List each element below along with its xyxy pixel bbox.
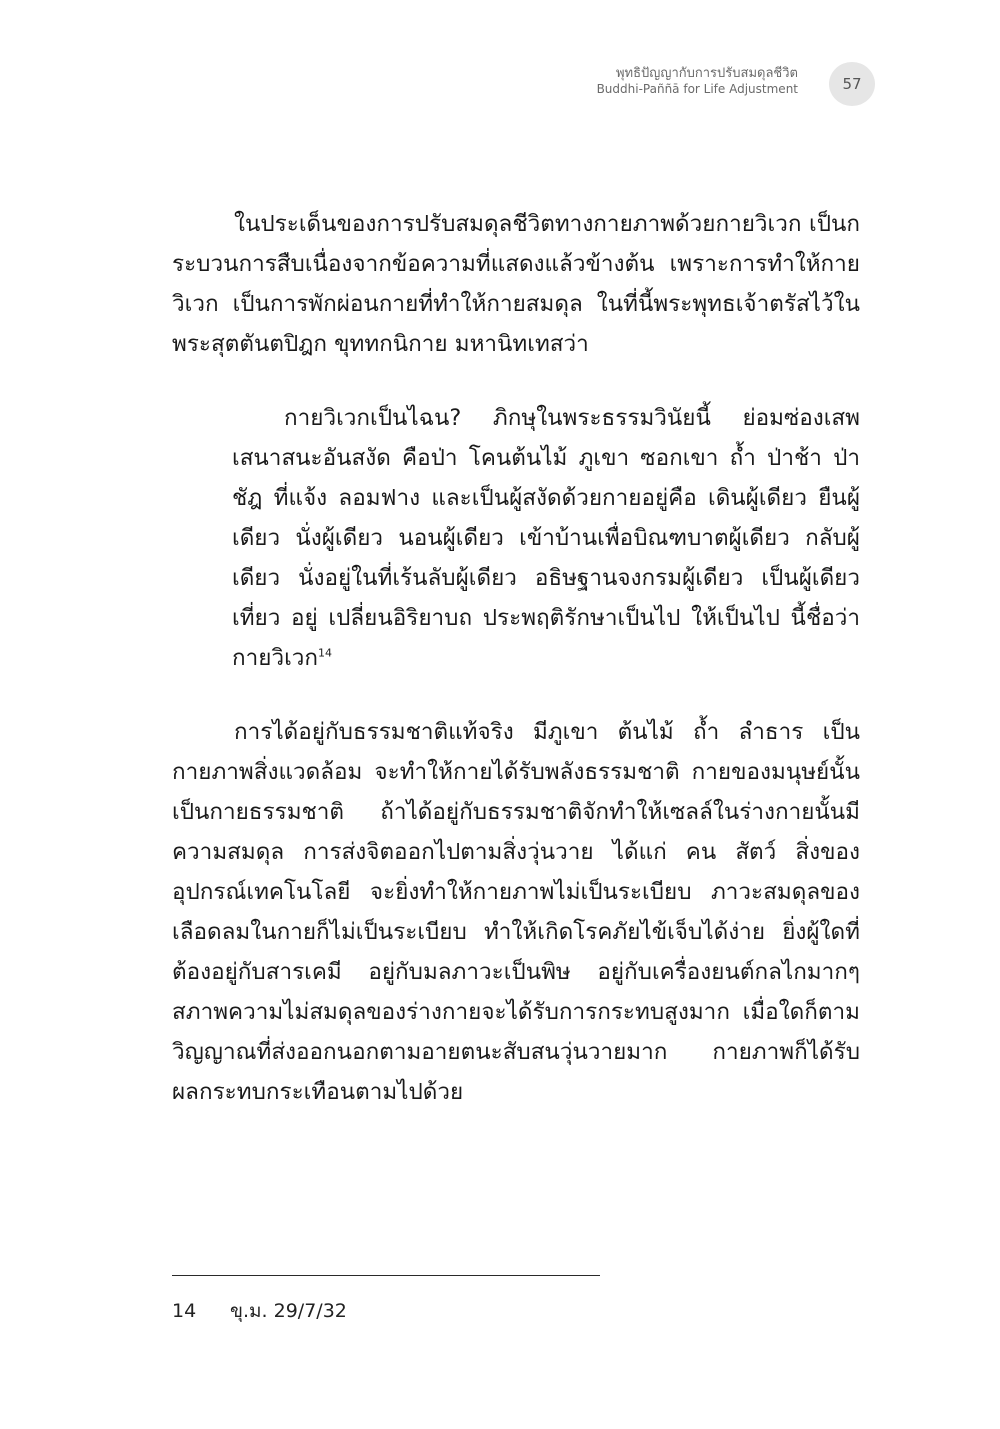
footnote-divider [172,1275,600,1276]
body-paragraph-1: ในประเด็นของการปรับสมดุลชีวิตทางกายภาพด้วยกายวิเวก เป็นกระบวนการสืบเนื่องจากข้อความที่แสดงแล้วข้างต้น เพราะการทำให้กายวิเวก เป็นการพักผ่อนกายที่ทำให้กายสมดุล ในที่นี้พระพุทธเจ้าตรัสไว้ในพระสุตตันตปิฎก ขุททกนิกาย มหานิทเทสว่า [172,211,860,357]
footnote [172,1296,347,1326]
scripture-quote [232,398,860,678]
page-number: 57 [842,75,862,93]
page-number-badge [829,62,875,106]
footnote-text: ขุ.ม. 29/7/32 [230,1300,347,1322]
footnote-reference[interactable]: 14 [318,646,333,660]
scripture-quote-text: กายวิเวกเป็นไฉน? ภิกษุในพระธรรมวินัยนี้ ย่อมซ่องเสพเสนาสนะอันสงัด คือป่า โคนต้นไม้ ภูเขา ซอกเขา ถ้ำ ป่าช้า ป่าชัฎ ที่แจ้ง ลอมฟาง และเป็นผู้สงัดด้วยกายอยู่คือ เดินผู้เดียว ยืนผู้เดียว นั่งผู้เดียว นอนผู้เดียว เข้าบ้านเพื่อบิณฑบาตผู้เดียว กลับผู้เดียว นั่งอยู่ในที่เร้นลับผู้เดียว อธิษฐานจงกรมผู้เดียว เป็นผู้เดียว เที่ยว อยู่ เปลี่ยนอิริยาบถ ประพฤติรักษาเป็นไป ให้เป็นไป นี้ชื่อว่า กายวิเวก [232,405,860,671]
page-body [172,204,860,1112]
running-header [597,66,798,97]
header-title-thai: พุทธิปัญญากับการปรับสมดุลชีวิต [615,66,798,81]
header-title-english: Buddhi-Paññā for Life Adjustment [596,82,798,97]
footnote-number: 14 [172,1300,197,1322]
body-paragraph-2: การได้อยู่กับธรรมชาติแท้จริง มีภูเขา ต้นไม้ ถ้ำ ลำธาร เป็นกายภาพสิ่งแวดล้อม จะทำให้กายได้รับพลังธรรมชาติ กายของมนุษย์นั้นเป็นกายธรรมชาติ ถ้าได้อยู่กับธรรมชาติจักทำให้เซลล์ในร่างกายนั้นมีความสมดุล การส่งจิตออกไปตามสิ่งวุ่นวาย ได้แก่ คน สัตว์ สิ่งของ อุปกรณ์เทคโนโลยี จะยิ่งทำให้กายภาพไม่เป็นระเบียบ ภาวะสมดุลของเลือดลมในกายก็ไม่เป็นระเบียบ ทำให้เกิดโรคภัยไข้เจ็บได้ง่าย ยิ่งผู้ใดที่ต้องอยู่กับสารเคมี อยู่กับมลภาวะเป็นพิษ อยู่กับเครื่องยนต์กลไกมากๆ สภาพความไม่สมดุลของร่างกายจะได้รับการกระทบสูงมาก เมื่อใดก็ตามวิญญาณที่ส่งออกนอกตามอายตนะสับสนวุ่นวายมาก กายภาพก็ได้รับผลกระทบกระเทือนตามไปด้วย [172,719,860,1105]
